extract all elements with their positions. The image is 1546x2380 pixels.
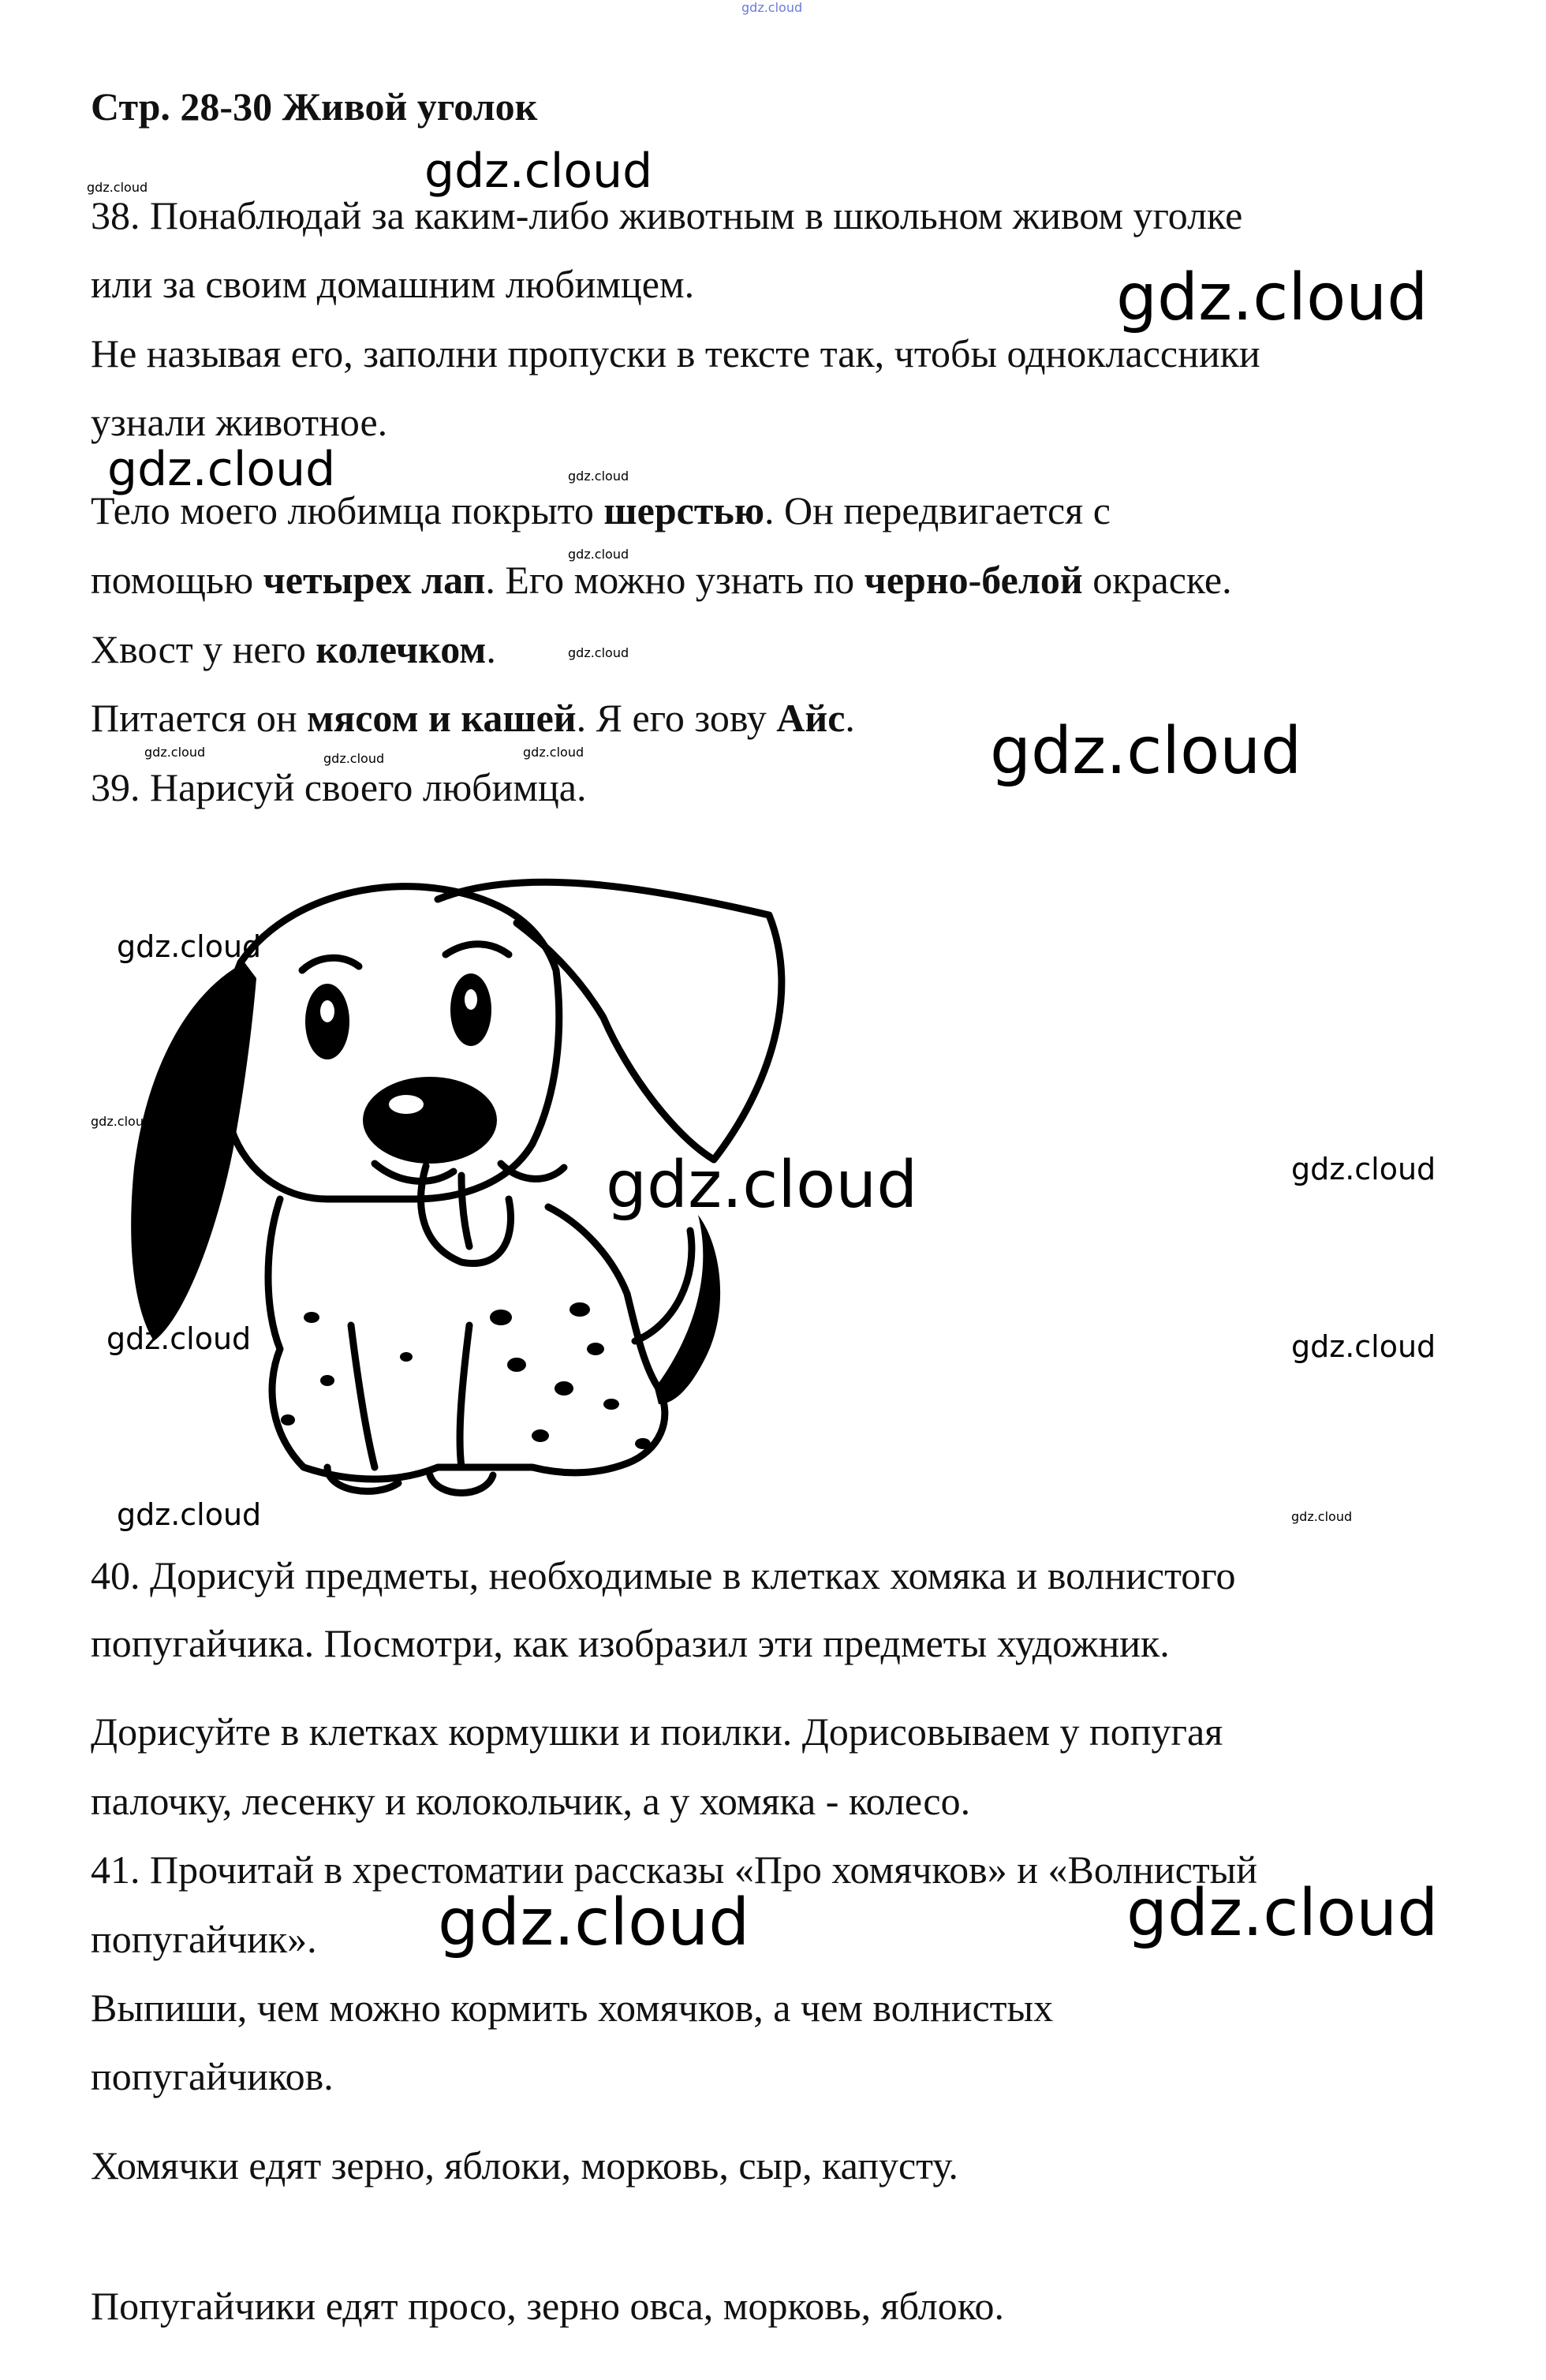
watermark-top: gdz.cloud bbox=[741, 0, 803, 15]
watermark: gdz.cloud bbox=[106, 1321, 252, 1356]
task39-line1: 39. Нарисуй своего любимца. bbox=[91, 765, 587, 809]
answer-text: Тело моего любимца покрыто bbox=[91, 488, 604, 532]
task38-line3: Не называя его, заполни пропуски в тексте так, чтобы одноклассники bbox=[91, 331, 1260, 375]
task40-line1: 40. Дорисуй предметы, необходимые в клетках хомяка и волнистого bbox=[91, 1553, 1236, 1597]
task40-answer-line1: Дорисуйте в клетках кормушки и поилки. Дорисовываем у попугая bbox=[91, 1709, 1223, 1754]
answer-fill: Айс bbox=[776, 696, 846, 740]
watermark: gdz.cloud bbox=[568, 469, 629, 484]
watermark: gdz.cloud bbox=[424, 144, 653, 199]
watermark: gdz.cloud bbox=[523, 745, 584, 760]
watermark: gdz.cloud bbox=[91, 1114, 152, 1129]
watermark: gdz.cloud bbox=[1291, 1329, 1436, 1364]
task38-answer-line2 bbox=[91, 556, 1232, 603]
task41-line4: попугайчиков. bbox=[91, 2054, 334, 2098]
watermark: gdz.cloud bbox=[1116, 260, 1428, 335]
task38-answer-line4 bbox=[91, 694, 855, 742]
watermark: gdz.cloud bbox=[568, 645, 629, 660]
task40-line2: попугайчика. Посмотри, как изобразил эти предметы художник. bbox=[91, 1621, 1170, 1665]
task41-line2: попугайчик». bbox=[91, 1917, 317, 1961]
task41-answer-line2: Попугайчики едят просо, зерно овса, морковь, яблоко. bbox=[91, 2284, 1005, 2328]
answer-fill: шерстью bbox=[603, 488, 765, 532]
watermark: gdz.cloud bbox=[117, 1497, 262, 1532]
answer-text: . Я его зову bbox=[576, 696, 777, 740]
answer-text: Хвост у него bbox=[91, 627, 316, 671]
watermark: gdz.cloud bbox=[568, 547, 629, 562]
task38-line2: или за своим домашним любимцем. bbox=[91, 262, 695, 306]
answer-text: . Его можно узнать по bbox=[485, 558, 864, 602]
answer-fill: черно-белой bbox=[864, 558, 1083, 602]
watermark: gdz.cloud bbox=[1291, 1509, 1353, 1524]
answer-fill: мясом и кашей bbox=[307, 696, 577, 740]
page-title: Стр. 28-30 Живой уголок bbox=[91, 84, 538, 129]
task41-line3: Выпиши, чем можно кормить хомячков, а чем волнистых bbox=[91, 1986, 1054, 2030]
watermark: gdz.cloud bbox=[117, 929, 262, 964]
watermark: gdz.cloud bbox=[144, 745, 206, 760]
task38-line4: узнали животное. bbox=[91, 400, 388, 444]
watermark: gdz.cloud bbox=[87, 180, 148, 195]
watermark: gdz.cloud bbox=[323, 751, 385, 766]
task40-answer-line2: палочку, лесенку и колокольчик, а у хомяка - колесо. bbox=[91, 1779, 971, 1823]
watermark: gdz.cloud bbox=[107, 442, 336, 497]
answer-text: . Он передвигается с bbox=[764, 488, 1111, 532]
watermark: gdz.cloud bbox=[990, 714, 1302, 789]
task41-line1: 41. Прочитай в хрестоматии рассказы «Про хомячков» и «Волнистый bbox=[91, 1848, 1258, 1892]
answer-text: окраске. bbox=[1082, 558, 1232, 602]
answer-text: . bbox=[845, 696, 855, 740]
answer-fill: колечком bbox=[316, 627, 487, 671]
task38-answer-line3 bbox=[91, 626, 496, 673]
task38-line1: 38. Понаблюдай за каким-либо животным в школьном живом уголке bbox=[91, 193, 1243, 237]
watermark: gdz.cloud bbox=[606, 1148, 918, 1223]
watermark: gdz.cloud bbox=[438, 1885, 750, 1960]
answer-fill: четырех лап bbox=[263, 558, 486, 602]
answer-text: помощью bbox=[91, 558, 263, 602]
answer-text: Питается он bbox=[91, 696, 308, 740]
answer-text: . bbox=[486, 627, 496, 671]
task41-answer-line1: Хомячки едят зерно, яблоки, морковь, сыр, капусту. bbox=[91, 2143, 958, 2188]
watermark: gdz.cloud bbox=[1291, 1152, 1436, 1186]
watermark: gdz.cloud bbox=[1126, 1876, 1439, 1951]
